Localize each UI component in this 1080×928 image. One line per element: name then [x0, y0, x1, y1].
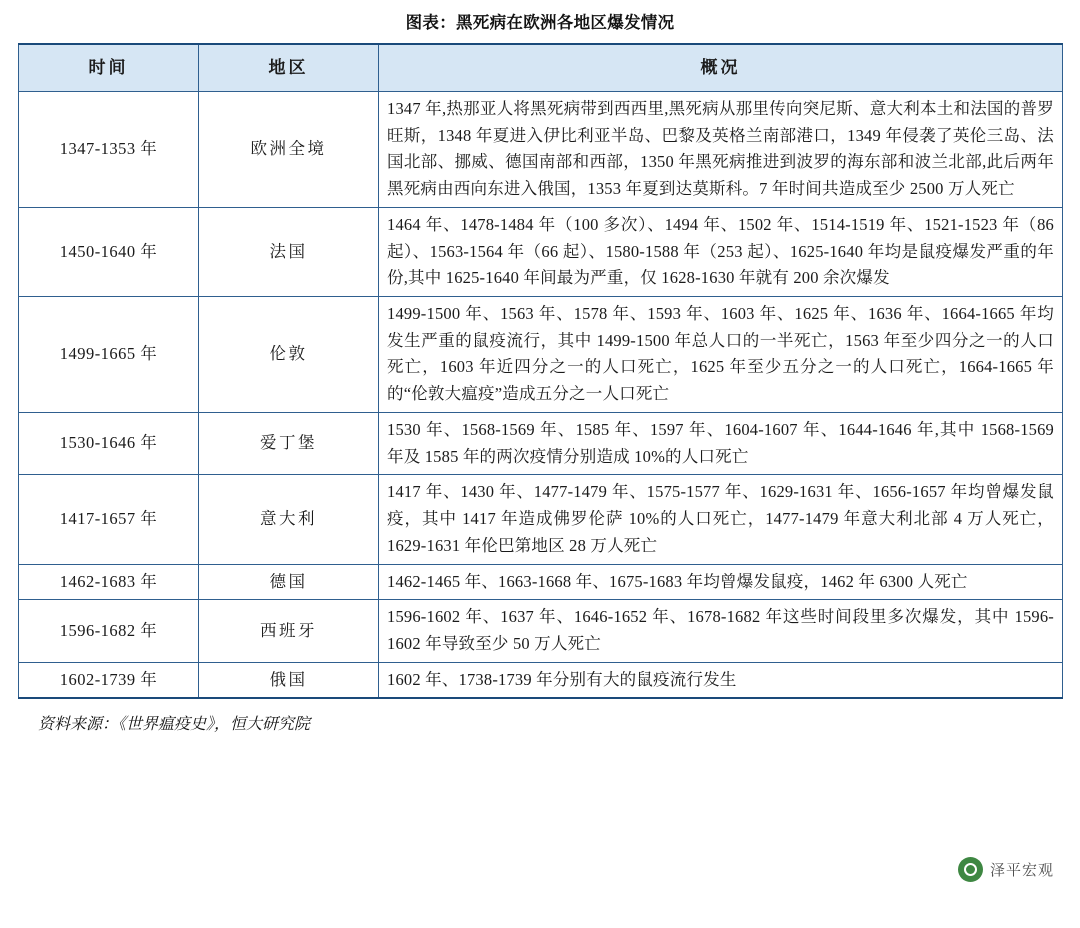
cell-time: 1602-1739 年	[19, 662, 199, 698]
cell-region: 意大利	[199, 475, 379, 564]
cell-description: 1417 年、1430 年、1477-1479 年、1575-1577 年、1629-1631 年、1656-1657 年均曾爆发鼠疫，其中 1417 年造成佛罗伦萨 10%的人口死亡，1477-1479 年意大利北部 4 万人死亡，1629-1631 年伦巴第地区 28 万人死亡	[379, 475, 1063, 564]
cell-region: 德国	[199, 564, 379, 600]
cell-time: 1417-1657 年	[19, 475, 199, 564]
wechat-account-logo-icon	[958, 857, 983, 882]
table-row	[19, 475, 1063, 564]
table-body	[19, 92, 1063, 699]
table-row	[19, 564, 1063, 600]
cell-description: 1347 年,热那亚人将黑死病带到西西里,黑死病从那里传向突尼斯、意大利本土和法国的普罗旺斯，1348 年夏进入伊比利亚半岛、巴黎及英格兰南部港口，1349 年侵袭了英伦三岛、法国北部、挪威、德国南部和西部，1350 年黑死病推进到波罗的海东部和波兰北部,此后两年黑死病由西向东进入俄国，1353 年夏到达莫斯科。7 年时间共造成至少 2500 万人死亡	[379, 92, 1063, 208]
cell-region: 伦敦	[199, 297, 379, 413]
column-header-description: 概况	[379, 44, 1063, 92]
cell-time: 1347-1353 年	[19, 92, 199, 208]
cell-description: 1499-1500 年、1563 年、1578 年、1593 年、1603 年、1625 年、1636 年、1664-1665 年均发生严重的鼠疫流行，其中 1499-1500 年总人口的一半死亡，1563 年至少四分之一的人口死亡，1603 年近四分之一的人口死亡，1625 年至少五分之一的人口死亡，1664-1665 年的“伦敦大瘟疫”造成五分之一人口死亡	[379, 297, 1063, 413]
cell-description: 1530 年、1568-1569 年、1585 年、1597 年、1604-1607 年、1644-1646 年,其中 1568-1569 年及 1585 年的两次疫情分别造成 10%的人口死亡	[379, 412, 1063, 474]
cell-description: 1462-1465 年、1663-1668 年、1675-1683 年均曾爆发鼠疫，1462 年 6300 人死亡	[379, 564, 1063, 600]
table-row	[19, 297, 1063, 413]
cell-region: 欧洲全境	[199, 92, 379, 208]
cell-region: 法国	[199, 207, 379, 296]
page-title: 图表：黑死病在欧洲各地区爆发情况	[405, 14, 675, 32]
table-header-row	[19, 44, 1063, 92]
column-header-time: 时间	[19, 44, 199, 92]
table-row	[19, 662, 1063, 698]
cell-description: 1596-1602 年、1637 年、1646-1652 年、1678-1682 年这些时间段里多次爆发，其中 1596-1602 年导致至少 50 万人死亡	[379, 600, 1063, 662]
watermark	[958, 857, 1054, 882]
cell-region: 爱丁堡	[199, 412, 379, 474]
table-header	[19, 44, 1063, 92]
cell-time: 1450-1640 年	[19, 207, 199, 296]
table-row	[19, 207, 1063, 296]
column-header-region: 地区	[199, 44, 379, 92]
cell-time: 1530-1646 年	[19, 412, 199, 474]
table-row	[19, 92, 1063, 208]
cell-time: 1499-1665 年	[19, 297, 199, 413]
source-note: 资料来源：《世界瘟疫史》，恒大研究院	[38, 716, 311, 734]
table-row	[19, 600, 1063, 662]
watermark-label: 泽平宏观	[989, 862, 1054, 879]
cell-description: 1464 年、1478-1484 年（100 多次）、1494 年、1502 年、1514-1519 年、1521-1523 年（86 起）、1563-1564 年（66 起）、1580-1588 年（253 起）、1625-1640 年均是鼠疫爆发严重的年份,其中 1625-1640 年间最为严重，仅 1628-1630 年就有 200 余次爆发	[379, 207, 1063, 296]
cell-description: 1602 年、1738-1739 年分别有大的鼠疫流行发生	[379, 662, 1063, 698]
plague-outbreak-table	[18, 43, 1063, 699]
cell-time: 1462-1683 年	[19, 564, 199, 600]
cell-region: 俄国	[199, 662, 379, 698]
cell-time: 1596-1682 年	[19, 600, 199, 662]
table-row	[19, 412, 1063, 474]
cell-region: 西班牙	[199, 600, 379, 662]
